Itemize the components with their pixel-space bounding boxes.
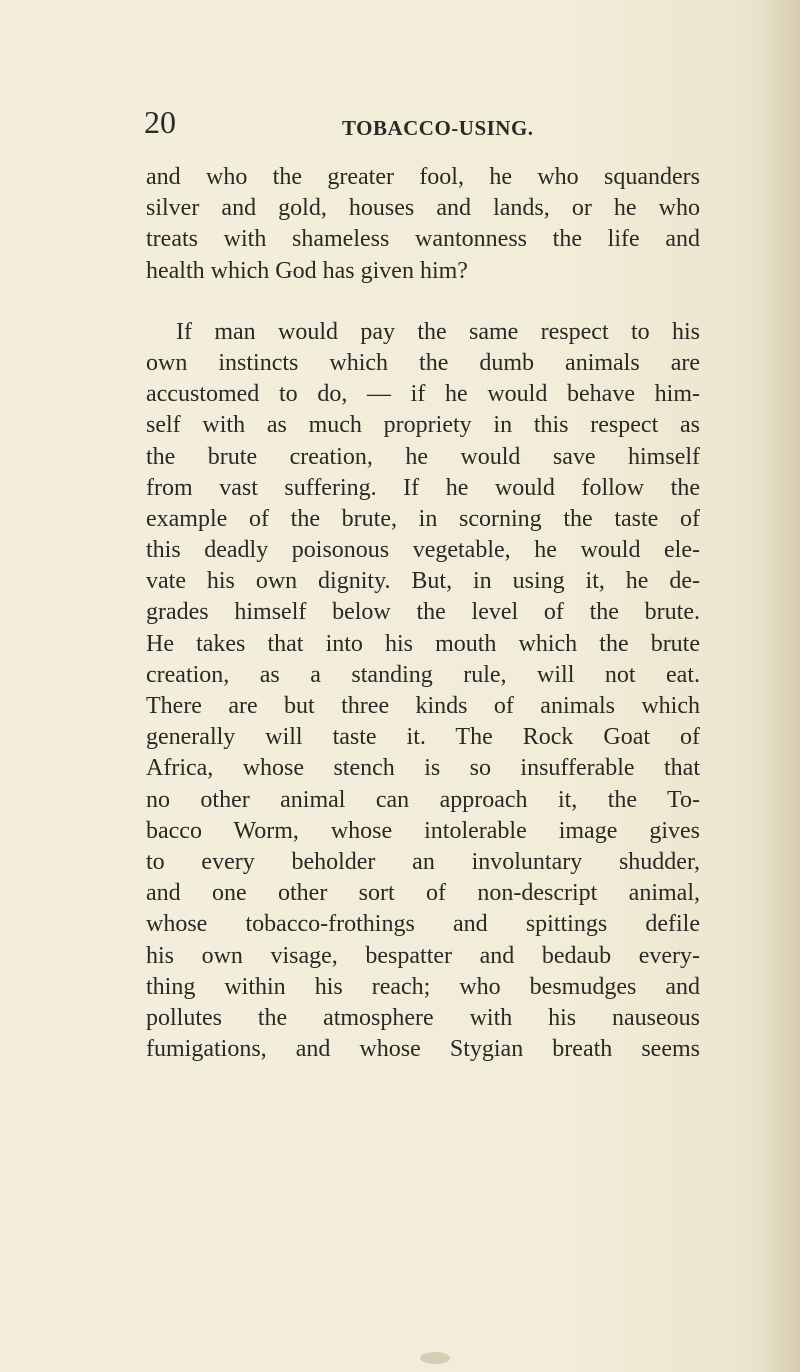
text-line: treats with shameless wantonness the life and bbox=[146, 226, 700, 253]
text-line: to every beholder an involuntary shudder, bbox=[146, 848, 700, 875]
text-line: health which God has given him? bbox=[146, 257, 468, 284]
text-line: fumigations, and whose Stygian breath seems bbox=[146, 1036, 700, 1063]
paper-blemish bbox=[420, 1352, 450, 1364]
running-head bbox=[0, 104, 800, 154]
text-line: generally will taste it. The Rock Goat of bbox=[146, 724, 700, 751]
body-text bbox=[146, 162, 700, 1065]
text-line: the brute creation, he would save himself bbox=[146, 443, 700, 470]
paragraph-2 bbox=[146, 317, 700, 1066]
text-line: silver and gold, houses and lands, or he who bbox=[146, 195, 700, 222]
page-edge-shadow bbox=[760, 0, 800, 1372]
text-line: his own visage, bespatter and bedaub every- bbox=[146, 942, 700, 969]
text-line: this deadly poisonous vegetable, he would ele- bbox=[146, 537, 700, 564]
text-line: bacco Worm, whose intolerable image gives bbox=[146, 817, 700, 844]
text-line: creation, as a standing rule, will not eat. bbox=[146, 661, 700, 688]
text-line: and one other sort of non-descript animal, bbox=[146, 880, 700, 907]
text-line: whose tobacco-frothings and spittings defile bbox=[146, 911, 700, 938]
text-line: Africa, whose stench is so insufferable that bbox=[146, 755, 700, 782]
text-line: from vast suffering. If he would follow the bbox=[146, 474, 700, 501]
text-line: accustomed to do, — if he would behave him- bbox=[146, 381, 700, 408]
running-title: TOBACCO-USING. bbox=[342, 116, 534, 140]
text-line: grades himself below the level of the brute. bbox=[146, 599, 700, 626]
text-line: If man would pay the same respect to his bbox=[176, 318, 700, 345]
page-number: 20 bbox=[144, 104, 176, 140]
paragraph-gap bbox=[146, 287, 700, 317]
text-line: thing within his reach; who besmudges and bbox=[146, 973, 700, 1000]
text-line: no other animal can approach it, the To- bbox=[146, 786, 700, 813]
text-line: pollutes the atmosphere with his nauseous bbox=[146, 1004, 700, 1031]
text-line: There are but three kinds of animals which bbox=[146, 693, 700, 719]
paragraph-1 bbox=[146, 162, 700, 287]
text-line: own instincts which the dumb animals are bbox=[146, 349, 700, 376]
text-line: He takes that into his mouth which the brute bbox=[146, 630, 700, 657]
text-line: vate his own dignity. But, in using it, he de- bbox=[146, 568, 700, 595]
text-line: self with as much propriety in this respect as bbox=[146, 412, 700, 439]
text-line: example of the brute, in scorning the taste of bbox=[146, 505, 700, 532]
text-line: and who the greater fool, he who squanders bbox=[146, 164, 700, 190]
